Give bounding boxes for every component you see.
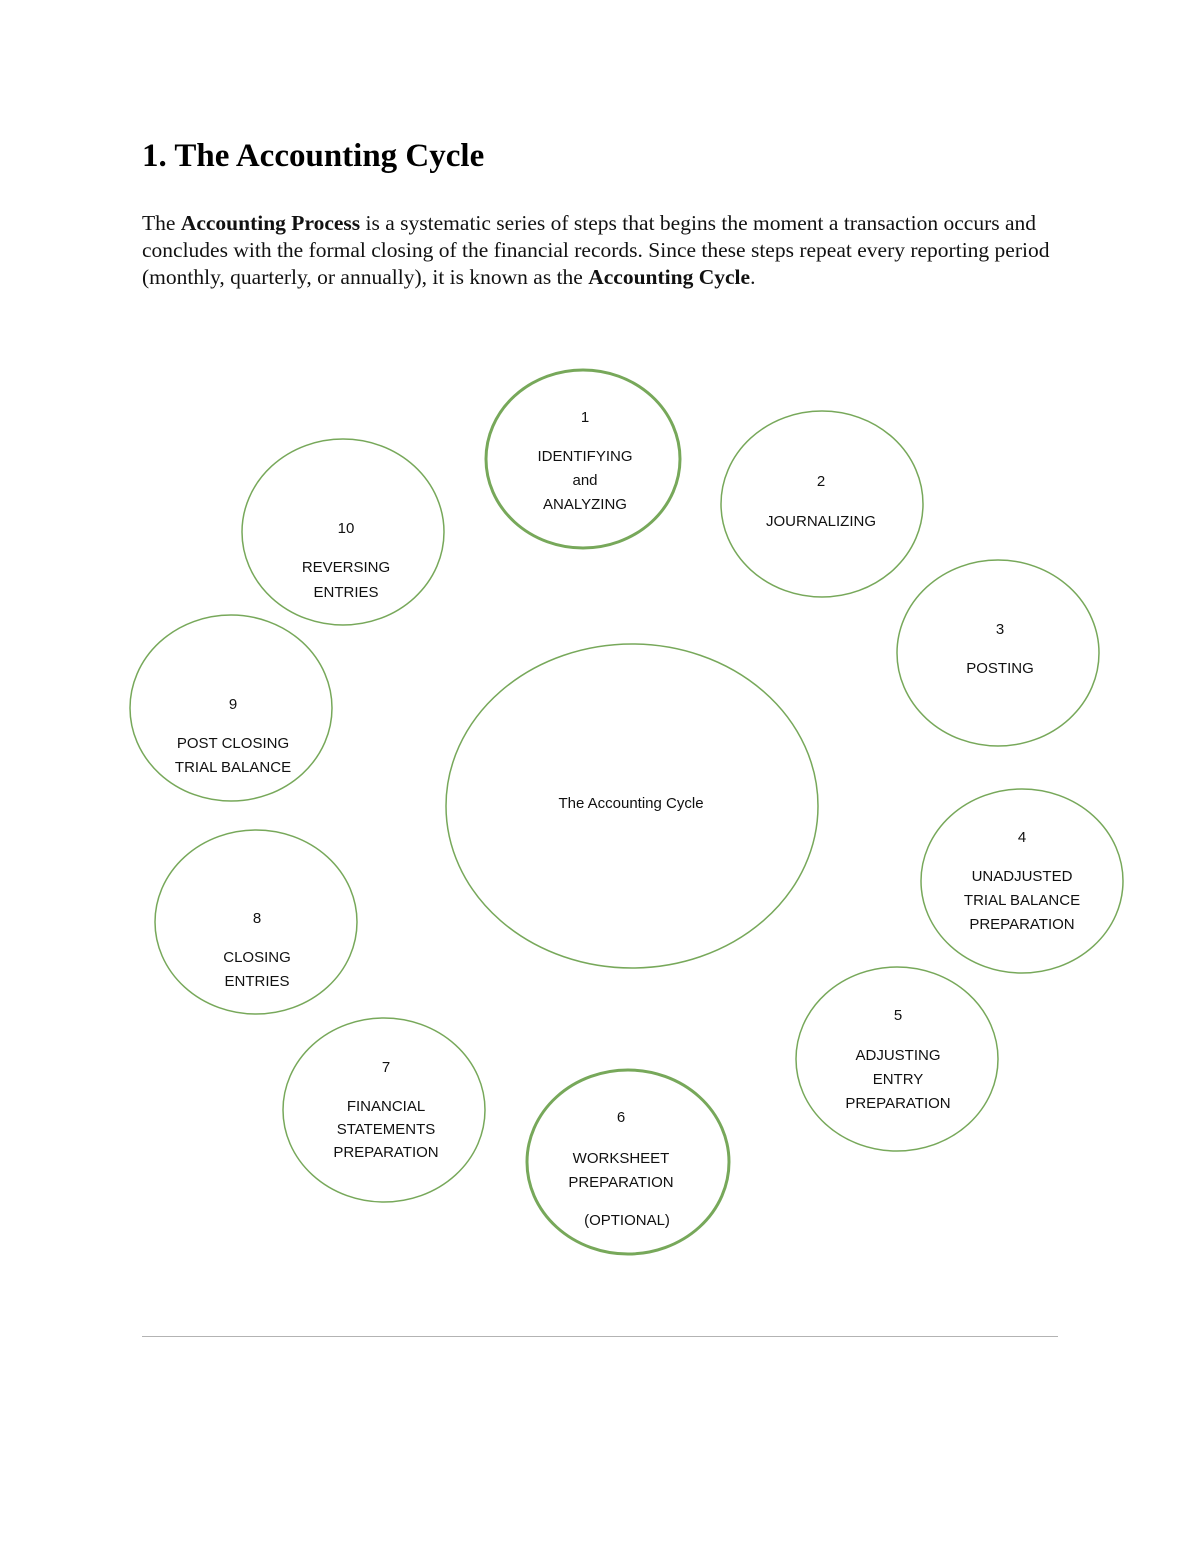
intro-term-accounting-process: Accounting Process bbox=[180, 211, 361, 235]
step-label-line: TRIAL BALANCE bbox=[963, 892, 1081, 909]
step-note: (OPTIONAL) bbox=[584, 1212, 670, 1229]
step-2-node bbox=[721, 411, 923, 597]
step-number: 10 bbox=[337, 520, 355, 537]
step-8-node bbox=[155, 830, 357, 1014]
step-number: 2 bbox=[816, 473, 826, 490]
intro-term-accounting-cycle: Accounting Cycle bbox=[588, 265, 751, 289]
intro-text-2: is a systematic series of steps that begins the moment a transaction occurs and concludes with the formal closing of the financial records. Since these steps repeat every reporting period (monthly, quarterly, or annually), it is known as the bbox=[142, 211, 1050, 289]
step-label-line: IDENTIFYING bbox=[537, 448, 633, 465]
step-label-line: PREPARATION bbox=[333, 1144, 439, 1161]
step-6-node bbox=[527, 1070, 729, 1254]
step-4-node bbox=[921, 789, 1123, 973]
center-label: The Accounting Cycle bbox=[558, 795, 704, 812]
step-number: 8 bbox=[252, 910, 262, 927]
step-label-line: ENTRY bbox=[872, 1071, 924, 1088]
step-label-line: FINANCIAL bbox=[346, 1098, 426, 1115]
intro-text-1: The bbox=[142, 211, 181, 235]
step-7-node bbox=[283, 1018, 485, 1202]
horizontal-rule bbox=[142, 1336, 1058, 1337]
section-heading: 1. The Accounting Cycle bbox=[142, 138, 485, 174]
step-label-line: ENTRIES bbox=[224, 973, 290, 990]
step-label-line: WORKSHEET bbox=[572, 1150, 670, 1167]
step-10-node bbox=[242, 439, 444, 625]
step-number: 6 bbox=[616, 1109, 626, 1126]
step-label-line: ADJUSTING bbox=[855, 1047, 941, 1064]
step-number: 3 bbox=[995, 621, 1005, 638]
step-label-line: STATEMENTS bbox=[336, 1121, 436, 1138]
step-number: 5 bbox=[893, 1007, 903, 1024]
step-number: 9 bbox=[228, 696, 238, 713]
step-label-line: POSTING bbox=[966, 660, 1034, 677]
step-label-line: PREPARATION bbox=[845, 1095, 951, 1112]
step-label-line: POST CLOSING bbox=[176, 735, 290, 752]
step-number: 7 bbox=[381, 1059, 391, 1076]
step-label-line: JOURNALIZING bbox=[765, 513, 877, 530]
step-5-node bbox=[796, 967, 998, 1151]
step-label-line: ENTRIES bbox=[313, 584, 379, 601]
step-label-line: and bbox=[572, 472, 598, 489]
step-9-node bbox=[130, 615, 332, 801]
step-label-line: PREPARATION bbox=[568, 1174, 674, 1191]
step-circle bbox=[721, 411, 923, 597]
step-label-line: ANALYZING bbox=[543, 496, 627, 513]
step-label-line: CLOSING bbox=[223, 949, 291, 966]
step-circle bbox=[897, 560, 1099, 746]
step-label-line: TRIAL BALANCE bbox=[174, 759, 292, 776]
step-number: 4 bbox=[1017, 829, 1027, 846]
step-1-node bbox=[486, 370, 680, 548]
step-number: 1 bbox=[580, 409, 590, 426]
intro-text-3: . bbox=[750, 265, 756, 289]
step-3-node bbox=[897, 560, 1099, 746]
step-label-line: REVERSING bbox=[301, 559, 391, 576]
step-label-line: UNADJUSTED bbox=[971, 868, 1073, 885]
step-label-line: PREPARATION bbox=[969, 916, 1075, 933]
